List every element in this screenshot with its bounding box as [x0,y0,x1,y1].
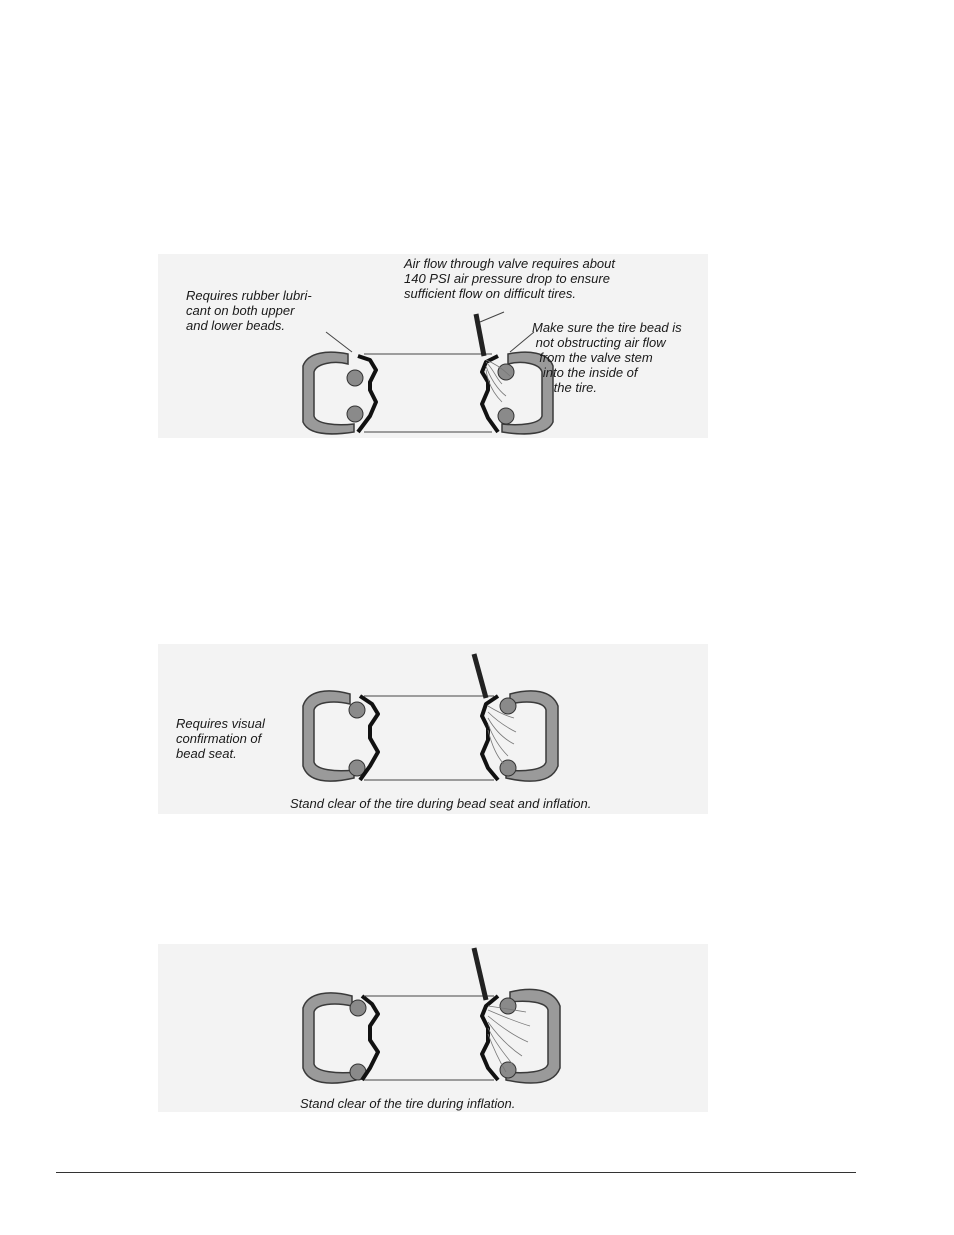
figure-1-bead-lubrication [158,254,708,438]
visual-confirmation-note: Requires visual confirmation of bead seat. [176,716,265,761]
tire-cross-section-3 [158,944,708,1112]
footer-rule [56,1172,856,1173]
airflow-note: Air flow through valve requires about 140 PSI air pressure drop to ensure sufficient flow on difficult tires. [404,256,616,301]
figure-3-inflation [158,944,708,1112]
inflation-caption: Stand clear of the tire during inflation. [300,1096,516,1111]
bead-obstruction-note: Make sure the tire bead is not obstructing air flow from the valve stem into the inside of the tire. [532,320,682,395]
lubricant-note: Requires rubber lubri- cant on both upper and lower beads. [186,288,312,333]
figure-2-bead-seat [158,644,708,814]
bead-seat-caption: Stand clear of the tire during bead seat and inflation. [290,796,592,811]
